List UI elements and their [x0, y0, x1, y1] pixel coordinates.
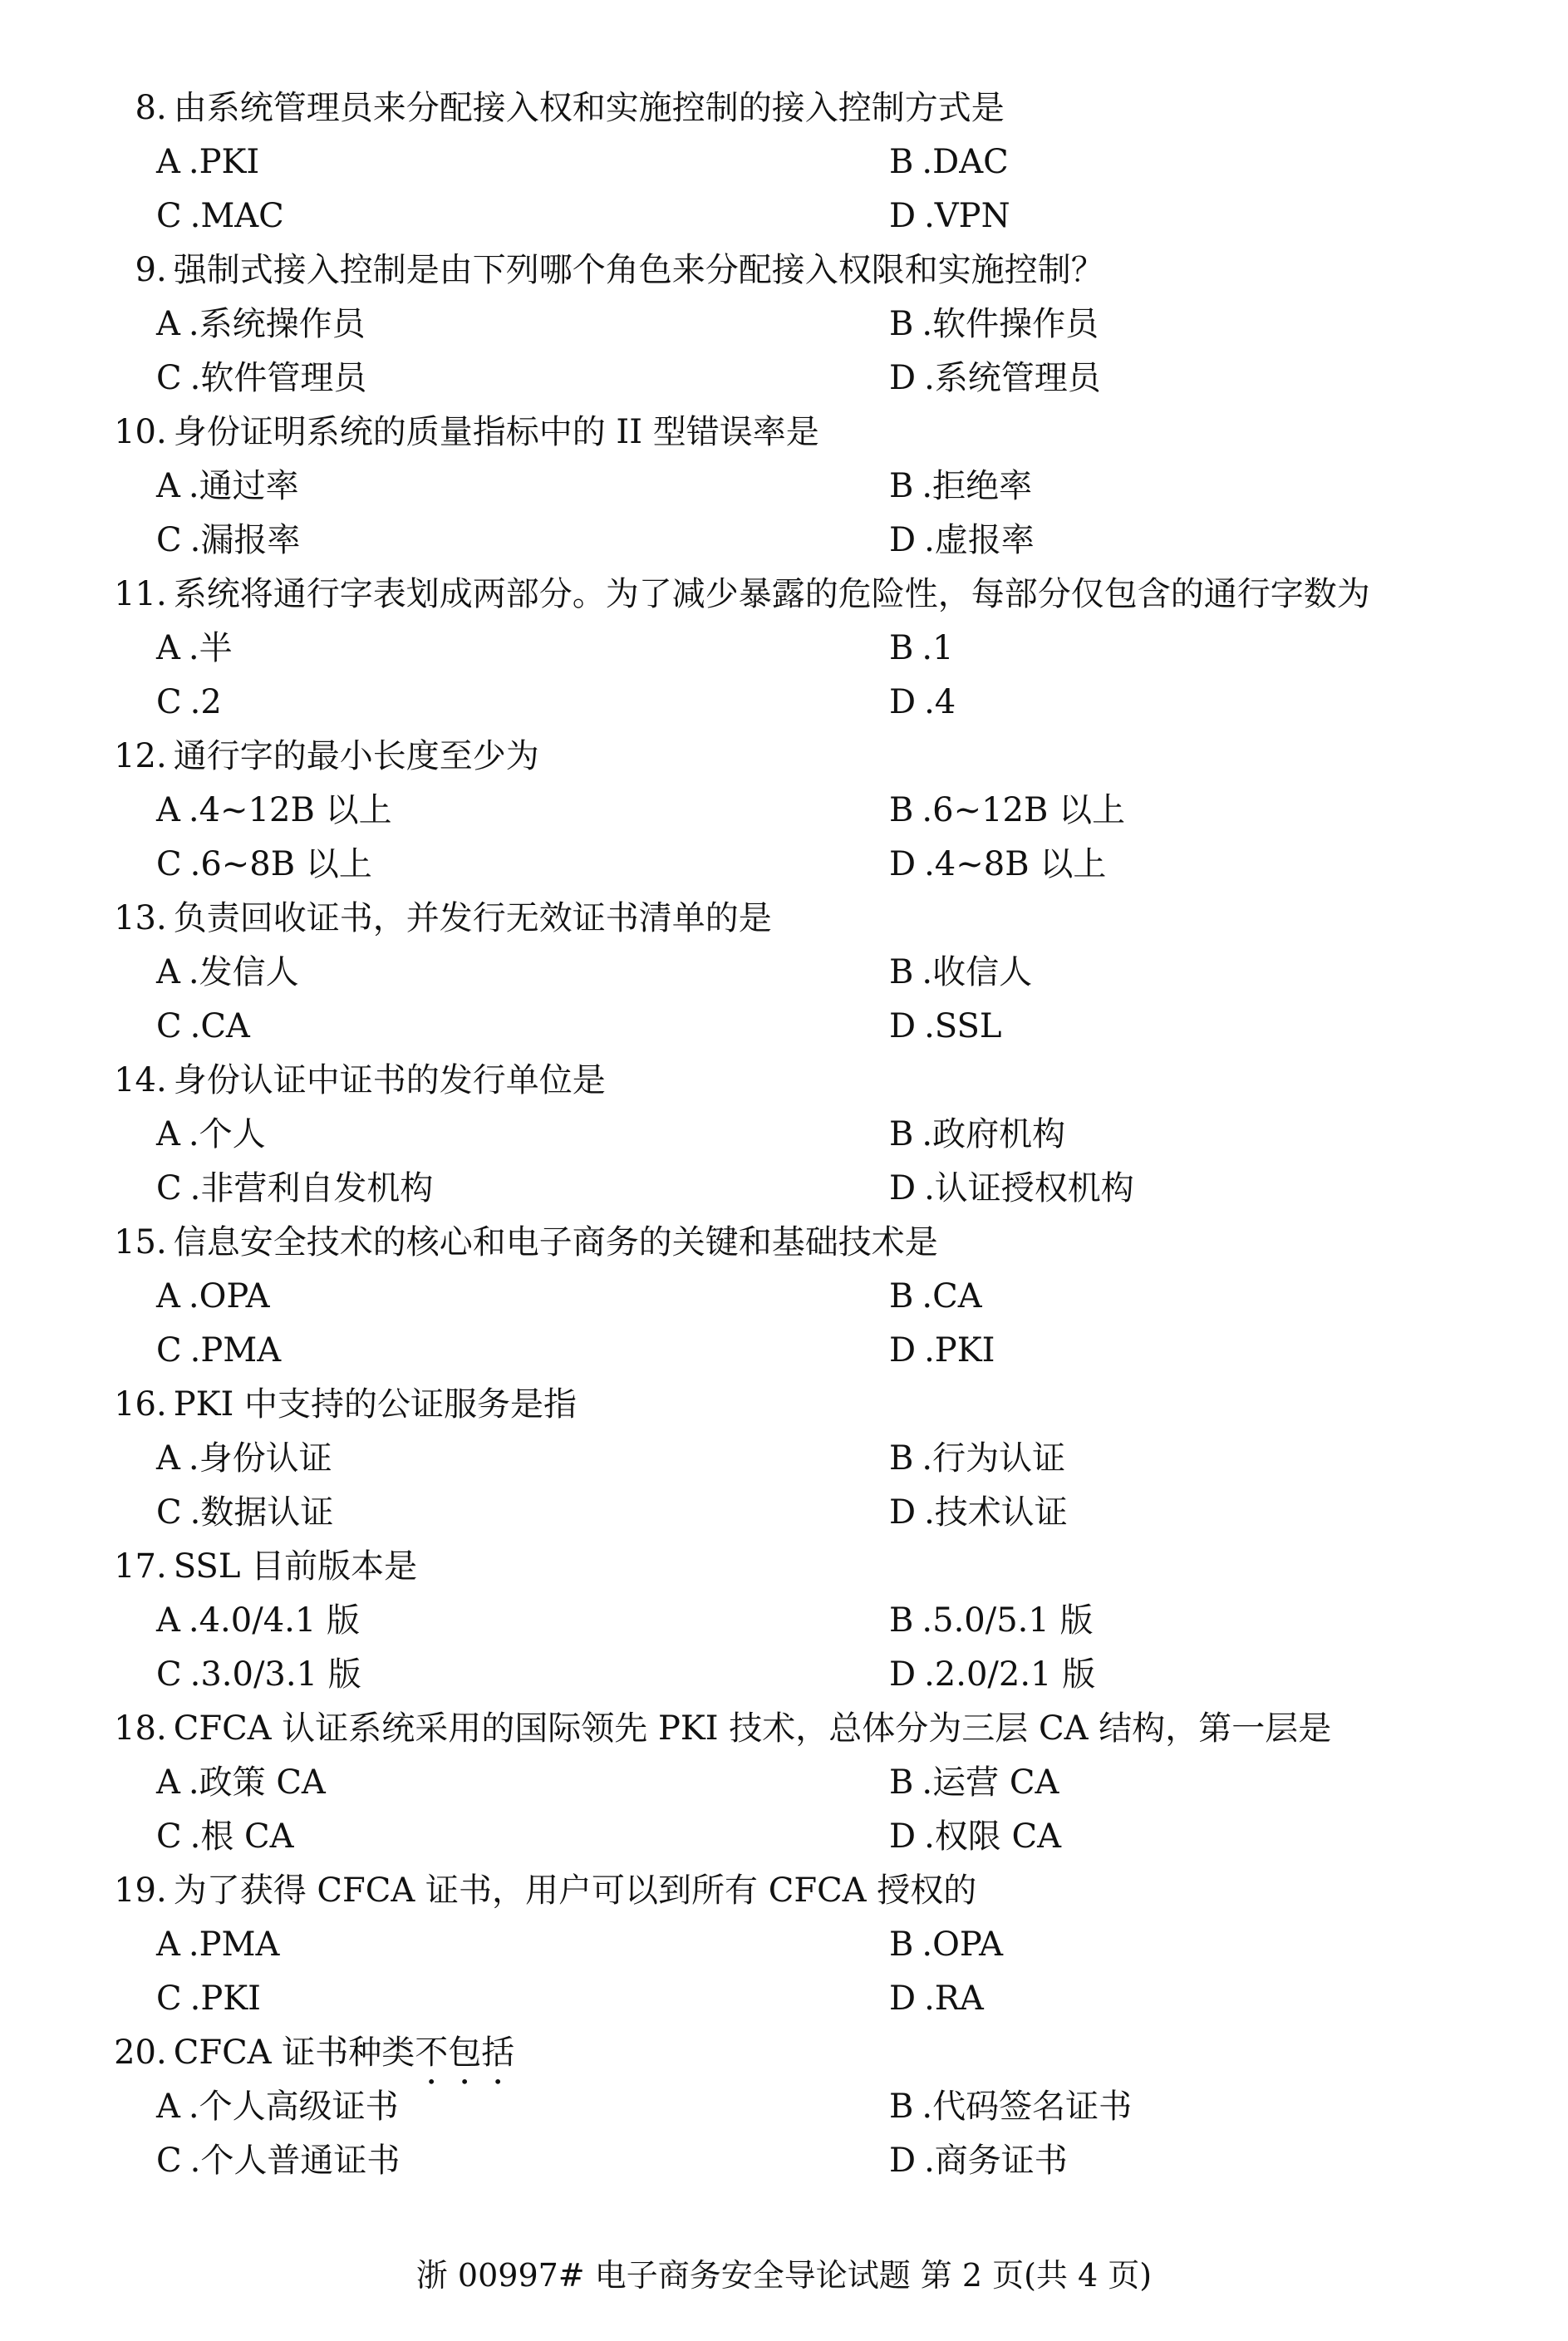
option-c: C .个人普通证书 — [156, 2142, 401, 2180]
question-text: 身份认证中证书的发行单位是 — [173, 1061, 606, 1099]
question-number: 19 — [114, 1871, 156, 1910]
page-footer: 浙 00997# 电子商务安全导论试题 第 2 页(共 4 页) — [415, 2257, 1153, 2294]
option-b: B .1 — [889, 629, 954, 667]
option-d: D .认证授权机构 — [889, 1169, 1134, 1207]
question-text: 系统将通行字表划成两部分。为了减少暴露的危险性，每部分仅包含的通行字数为 — [173, 575, 1370, 613]
option-a: A .身份认证 — [156, 1439, 332, 1478]
question-number: 15 — [114, 1223, 156, 1261]
option-a: A .4~12B 以上 — [156, 791, 392, 829]
question-stem: 11. 系统将通行字表划成两部分。为了减少暴露的危险性，每部分仅包含的通行字数为 — [80, 569, 1370, 619]
option-c: C .PMA — [156, 1331, 282, 1370]
question-text: CFCA 认证系统采用的国际领先 PKI 技术，总体分为三层 CA 结构，第一层是 — [173, 1709, 1332, 1748]
question-number: 13 — [114, 899, 156, 937]
option-d: D .商务证书 — [889, 2142, 1068, 2180]
option-a: A .PKI — [156, 143, 260, 181]
question-text: PKI 中支持的公证服务是指 — [173, 1385, 578, 1424]
question-text: 强制式接入控制是由下列哪个角色来分配接入权限和实施控制？ — [173, 251, 1104, 289]
question-number: 14 — [114, 1061, 156, 1099]
option-b: B .6~12B 以上 — [889, 791, 1126, 829]
question-number: 18 — [114, 1709, 156, 1748]
question-number: 12 — [114, 737, 156, 775]
option-b: B .软件操作员 — [889, 305, 1099, 343]
option-c: C .CA — [156, 1007, 250, 1045]
option-b: B .5.0/5.1 版 — [889, 1601, 1094, 1640]
option-d: D .权限 CA — [889, 1817, 1062, 1856]
option-b: B .DAC — [889, 143, 1009, 181]
emphasized-text: 不包括 — [415, 2034, 515, 2072]
option-b: B .运营 CA — [889, 1763, 1059, 1802]
option-c: C .3.0/3.1 版 — [156, 1655, 361, 1694]
option-b: B .政府机构 — [889, 1115, 1066, 1153]
option-c: C .PKI — [156, 1980, 261, 2018]
question-stem: 10. 身份证明系统的质量指标中的 II 型错误率是 — [80, 407, 819, 457]
question-stem: 14. 身份认证中证书的发行单位是 — [80, 1055, 606, 1105]
option-d: D .系统管理员 — [889, 359, 1101, 397]
option-c: C .数据认证 — [156, 1493, 334, 1532]
question-stem: 18. CFCA 认证系统采用的国际领先 PKI 技术，总体分为三层 CA 结构，第一层是 — [80, 1704, 1331, 1753]
option-c: C .漏报率 — [156, 521, 301, 559]
question-stem: 20. CFCA 证书种类不包括 — [80, 2028, 514, 2078]
question-stem: 15. 信息安全技术的核心和电子商务的关键和基础技术是 — [80, 1217, 938, 1267]
question-number: 20 — [114, 2034, 156, 2072]
option-b: B .行为认证 — [889, 1439, 1066, 1478]
question-stem: 13. 负责回收证书，并发行无效证书清单的是 — [80, 893, 772, 943]
question-number: 8 — [135, 89, 156, 127]
option-a: A .政策 CA — [156, 1763, 326, 1802]
option-d: D .4~8B 以上 — [889, 845, 1107, 883]
question-stem: 16. PKI 中支持的公证服务是指 — [80, 1380, 577, 1429]
option-a: A .系统操作员 — [156, 305, 366, 343]
option-c: C .非营利自发机构 — [156, 1169, 434, 1207]
question-stem: 19. 为了获得 CFCA 证书，用户可以到所有 CFCA 授权的 — [80, 1866, 976, 1916]
question-stem: 12. 通行字的最小长度至少为 — [80, 731, 539, 781]
option-b: B .CA — [889, 1277, 982, 1316]
question-stem: 9. 强制式接入控制是由下列哪个角色来分配接入权限和实施控制？ — [80, 245, 1104, 295]
question-text: CFCA 证书种类 — [173, 2034, 415, 2072]
question-number: 16 — [114, 1385, 156, 1424]
option-d: D .VPN — [889, 197, 1010, 235]
option-b: B .OPA — [889, 1925, 1004, 1964]
question-text: 身份证明系统的质量指标中的 II 型错误率是 — [173, 413, 819, 451]
option-d: D .技术认证 — [889, 1493, 1068, 1532]
option-d: D .2.0/2.1 版 — [889, 1655, 1096, 1694]
option-a: A .OPA — [156, 1277, 270, 1316]
option-c: C .2 — [156, 683, 222, 721]
question-text: 负责回收证书，并发行无效证书清单的是 — [173, 899, 772, 937]
option-c: C .根 CA — [156, 1817, 294, 1856]
option-d: D .4 — [889, 683, 956, 721]
question-text: SSL 目前版本是 — [173, 1547, 418, 1586]
option-b: B .代码签名证书 — [889, 2088, 1133, 2126]
option-d: D .SSL — [889, 1007, 1002, 1045]
option-a: A .个人 — [156, 1115, 266, 1153]
question-number: 11 — [114, 575, 156, 613]
question-number: 9 — [135, 251, 156, 289]
option-a: A .个人高级证书 — [156, 2088, 399, 2126]
option-a: A .通过率 — [156, 467, 299, 505]
option-a: A .发信人 — [156, 953, 299, 991]
question-text: 由系统管理员来分配接入权和实施控制的接入控制方式是 — [173, 89, 1005, 127]
question-text: 为了获得 CFCA 证书，用户可以到所有 CFCA 授权的 — [173, 1871, 977, 1910]
option-c: C .软件管理员 — [156, 359, 367, 397]
option-a: A .4.0/4.1 版 — [156, 1601, 361, 1640]
option-a: A .PMA — [156, 1925, 280, 1964]
question-text: 信息安全技术的核心和电子商务的关键和基础技术是 — [173, 1223, 938, 1261]
option-b: B .收信人 — [889, 953, 1033, 991]
question-stem: 17. SSL 目前版本是 — [80, 1542, 417, 1591]
option-b: B .拒绝率 — [889, 467, 1033, 505]
question-stem: 8. 由系统管理员来分配接入权和实施控制的接入控制方式是 — [80, 83, 1005, 133]
option-c: C .MAC — [156, 197, 284, 235]
question-number: 17 — [114, 1547, 156, 1586]
option-d: D .PKI — [889, 1331, 995, 1370]
option-c: C .6~8B 以上 — [156, 845, 372, 883]
option-d: D .RA — [889, 1980, 984, 2018]
question-number: 10 — [114, 413, 156, 451]
question-text: 通行字的最小长度至少为 — [173, 737, 539, 775]
option-a: A .半 — [156, 629, 233, 667]
option-d: D .虚报率 — [889, 521, 1035, 559]
